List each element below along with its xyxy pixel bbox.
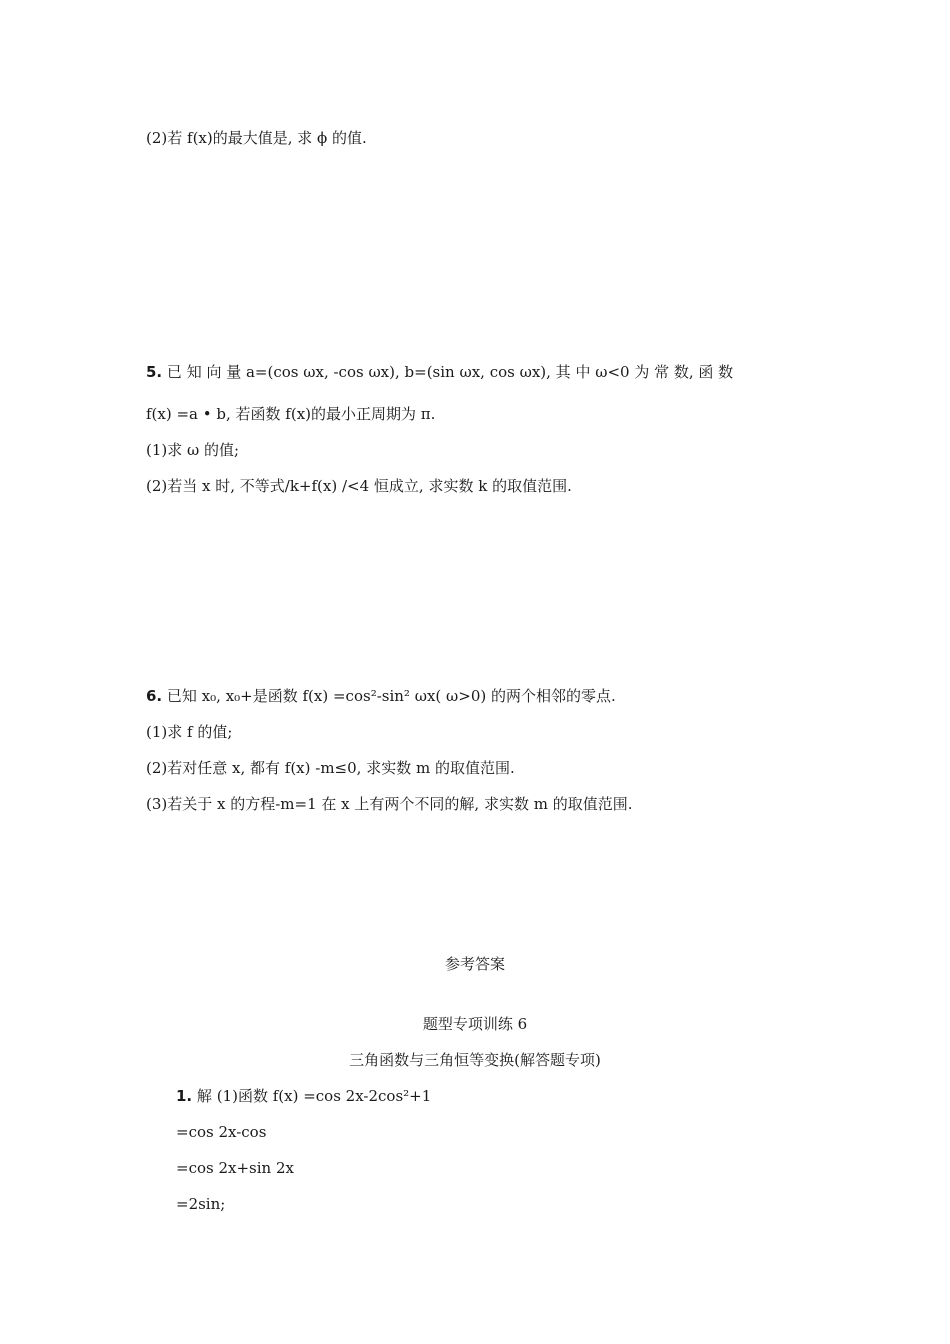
q6-part2: (2)若对任意 x, 都有 f(x) -m≤0, 求实数 m 的取值范围. — [146, 759, 515, 777]
q6-line1 — [146, 686, 616, 706]
answers-subheading: 题型专项训练 6 — [422, 1015, 528, 1033]
sol1-line3: =cos 2x+sin 2x — [176, 1159, 294, 1177]
q6-part1: (1)求 f 的值; — [146, 723, 233, 741]
sol1-line2: =cos 2x-cos — [176, 1123, 267, 1141]
q4-part2: (2)若 f(x)的最大值是, 求 ϕ 的值. — [146, 129, 367, 147]
q6-part3: (3)若关于 x 的方程-m=1 在 x 上有两个不同的解, 求实数 m 的取值范围. — [146, 795, 633, 813]
q5-line2: f(x) =a • b, 若函数 f(x)的最小正周期为 π. — [146, 405, 436, 423]
q5-stem: 已 知 向 量 a=(cos ωx, -cos ωx), b=(sin ωx, cos ωx), 其 中 ω<0 为 常 数, 函 数 — [166, 363, 734, 381]
sol1-line1 — [176, 1086, 431, 1106]
sol1-line4: =2sin; — [176, 1195, 226, 1213]
q6-stem: 已知 x₀, x₀+是函数 f(x) =cos²-sin² ωx( ω>0) 的两个相邻的零点. — [166, 687, 616, 705]
q5-part2: (2)若当 x 时, 不等式/k+f(x) /<4 恒成立, 求实数 k 的取值范围. — [146, 477, 572, 495]
q6-number: 6. — [146, 687, 163, 705]
answers-heading: 参考答案 — [444, 955, 505, 973]
sol1-text: 解 (1)函数 f(x) =cos 2x-2cos²+1 — [196, 1087, 432, 1105]
answers-topic: 三角函数与三角恒等变换(解答题专项) — [349, 1051, 601, 1069]
q5-line1 — [146, 362, 733, 382]
q5-part1: (1)求 ω 的值; — [146, 441, 240, 459]
q5-number: 5. — [146, 363, 163, 381]
sol1-number: 1. — [176, 1087, 193, 1105]
